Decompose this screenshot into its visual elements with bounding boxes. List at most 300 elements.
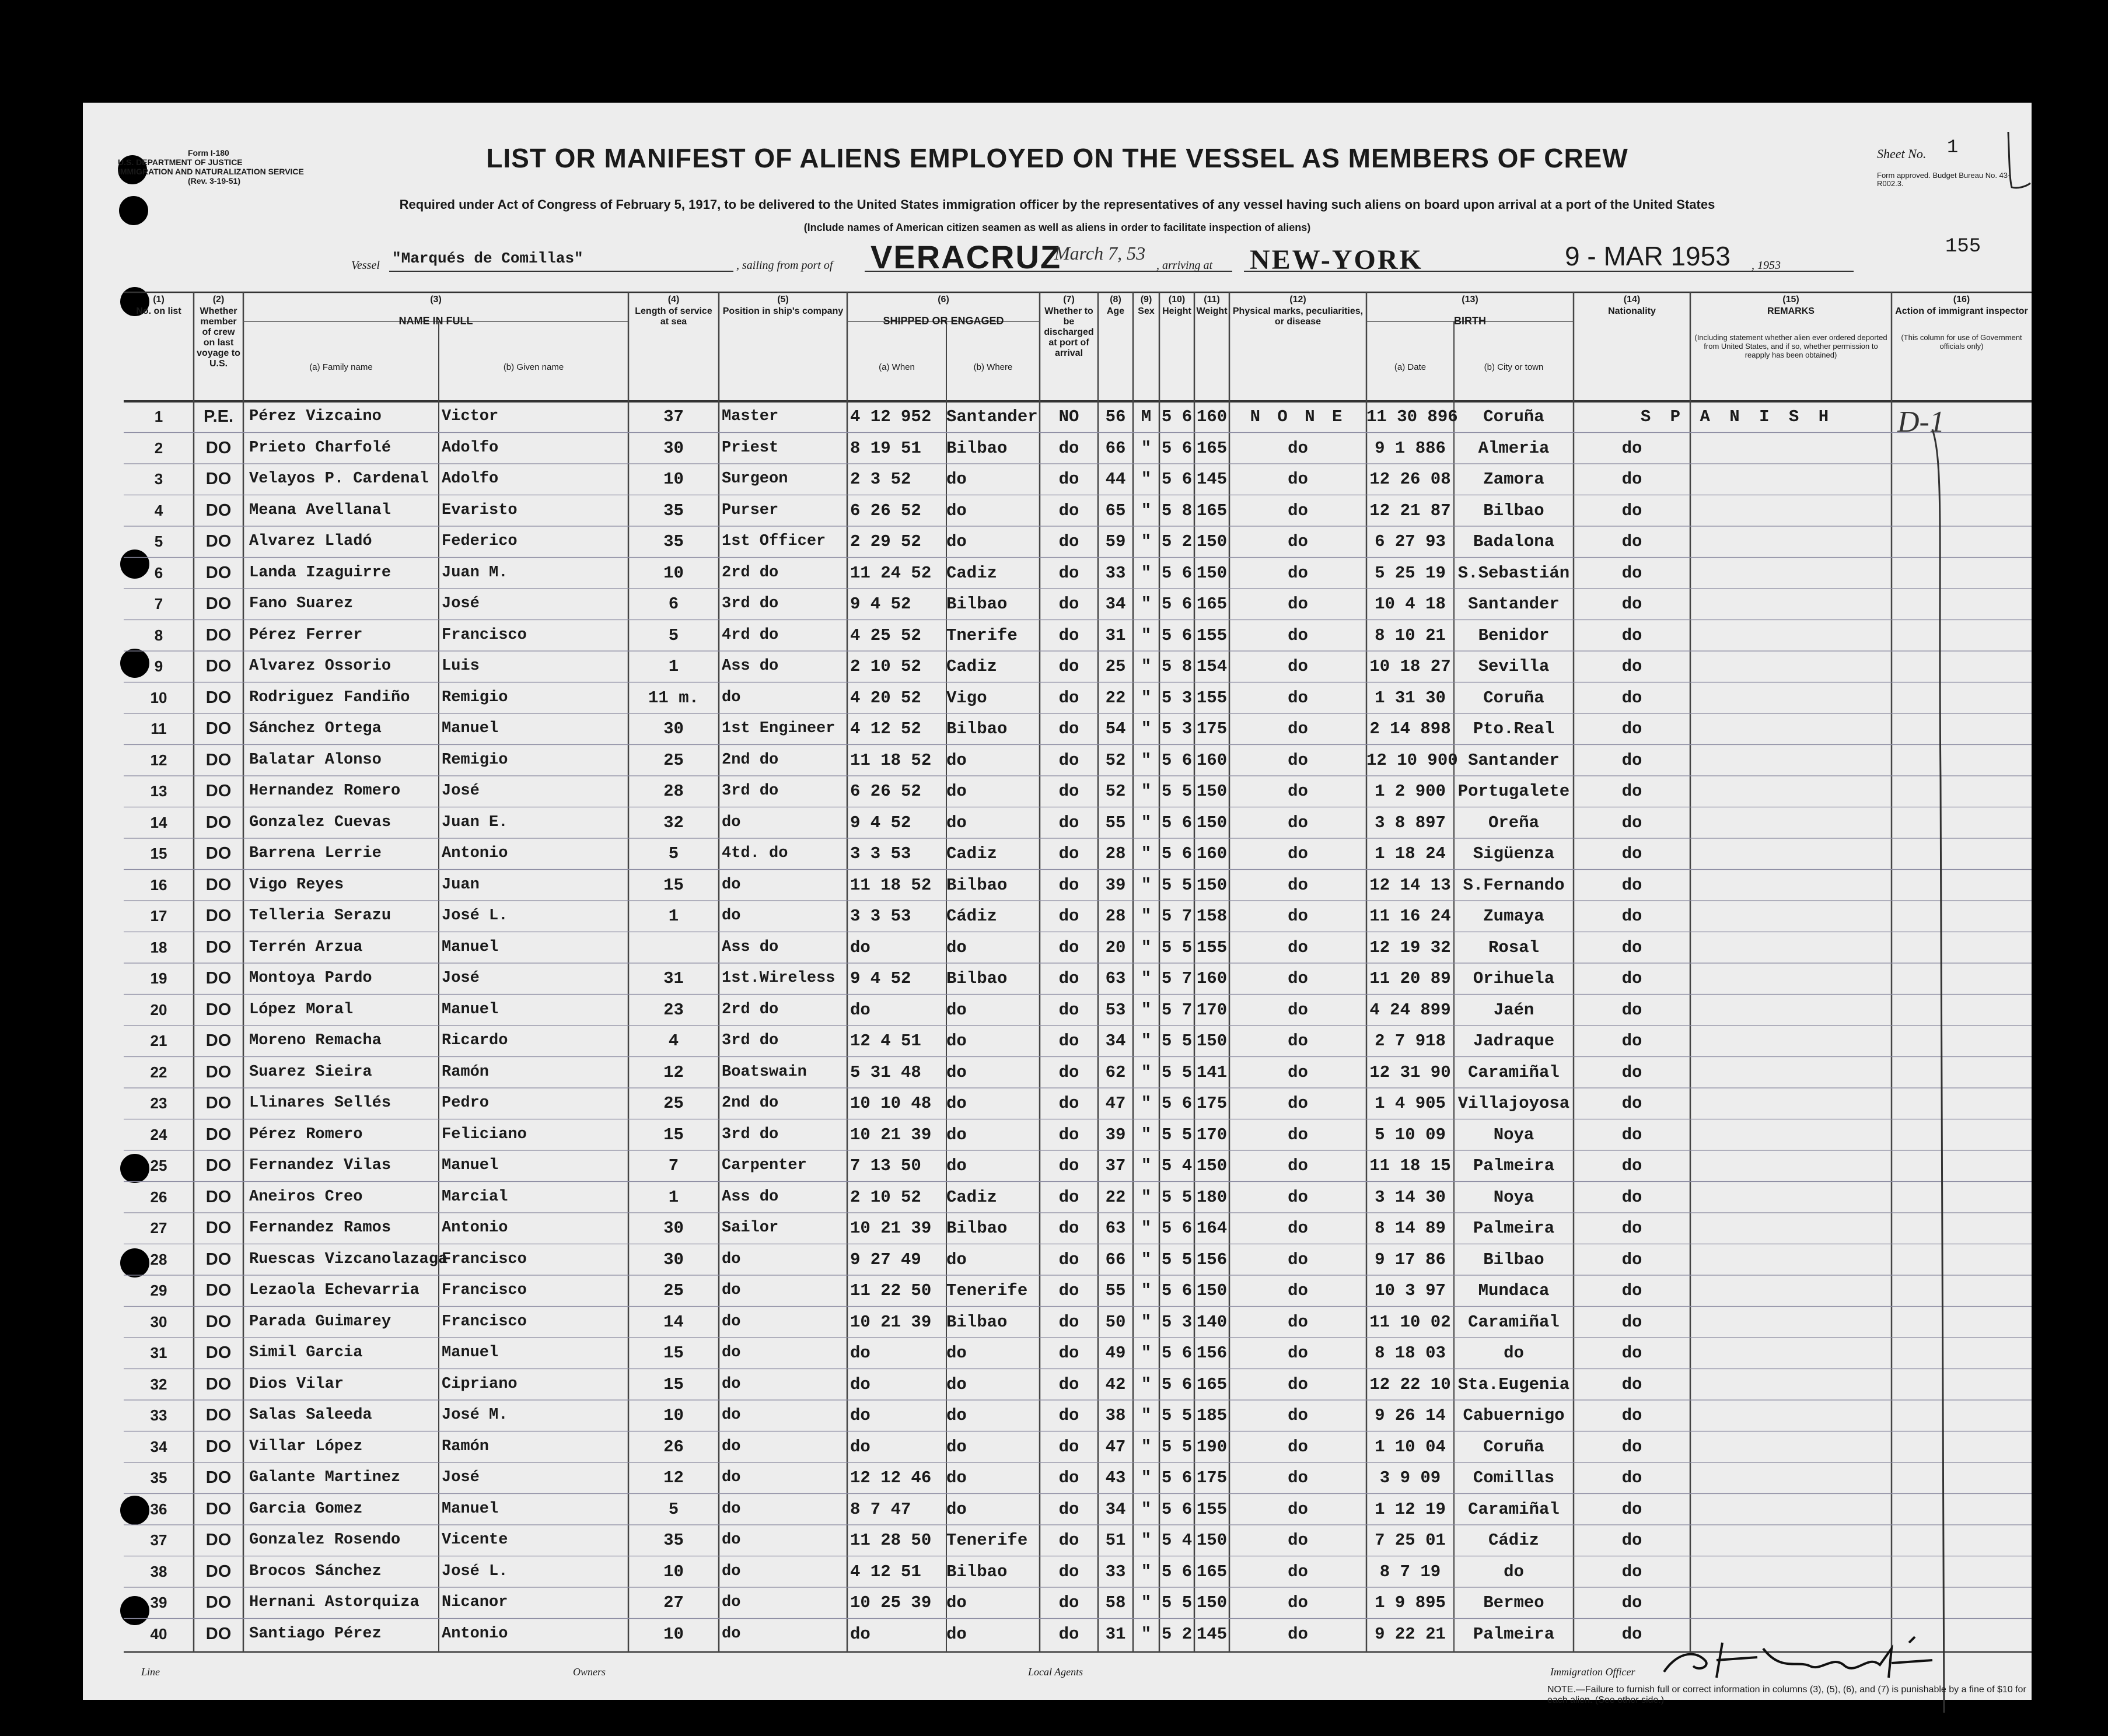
height: 5 3 [1161, 688, 1193, 708]
service-length: 30 [663, 1250, 684, 1269]
position: do [722, 688, 741, 706]
sheet-number: 1 [1947, 136, 1959, 158]
discharged: do [1058, 1406, 1079, 1425]
family-name: Montoya Pardo [249, 970, 372, 987]
age: 39 [1105, 1125, 1126, 1144]
weight: 165 [1196, 594, 1228, 614]
position: do [722, 1344, 741, 1362]
physical-marks: do [1288, 438, 1308, 458]
sex: " [1141, 813, 1152, 832]
height: 5 6 [1161, 1281, 1193, 1300]
table-row [83, 1275, 2032, 1307]
age: 49 [1105, 1343, 1126, 1363]
shipped-where: do [946, 1062, 967, 1082]
nationality: do [1621, 501, 1642, 520]
shipped-when: 11 18 52 [850, 875, 932, 895]
height: 5 7 [1161, 1000, 1193, 1020]
last-voyage: P.E. [203, 407, 234, 426]
physical-marks: do [1288, 1343, 1308, 1363]
nationality: do [1621, 1000, 1642, 1020]
row-number: 21 [150, 1032, 167, 1049]
last-voyage: DO [205, 1219, 232, 1237]
shipped-where: Bilbao [946, 1562, 1008, 1581]
birth-date: 2 14 898 [1369, 719, 1451, 738]
sex: " [1141, 1562, 1152, 1581]
physical-marks: do [1288, 875, 1308, 895]
position: do [722, 1282, 741, 1299]
age: 53 [1105, 1000, 1126, 1020]
position: do [722, 876, 741, 894]
weight: 150 [1196, 813, 1228, 832]
sex: " [1141, 532, 1152, 551]
col-header-num-6: (6) [938, 295, 949, 304]
family-name: Brocos Sánchez [249, 1562, 382, 1580]
birth-place: Rosal [1488, 937, 1539, 957]
given-name: Manuel [442, 938, 499, 956]
table-row [83, 1244, 2032, 1276]
col-header-12: Physical marks, peculiarities, or disease [1232, 306, 1364, 327]
age: 54 [1105, 719, 1126, 738]
inspector-mark: D-1 [1897, 405, 1945, 439]
birth-place: Sigüenza [1473, 844, 1555, 863]
family-name: Pérez Ferrer [249, 626, 363, 644]
row-number: 8 [154, 626, 163, 644]
height: 5 2 [1161, 1624, 1193, 1644]
age: 44 [1105, 470, 1126, 489]
row-number: 38 [150, 1562, 167, 1580]
col-header-note-16: (This column for use of Government officials only) [1901, 333, 2022, 351]
height: 5 2 [1161, 532, 1193, 551]
birth-date: 11 16 24 [1369, 907, 1451, 926]
table-row [83, 620, 2032, 652]
subnote: (Include names of American citizen seamen as well as aliens in order to facilitate inspection of aliens) [803, 222, 1311, 233]
family-name: Sánchez Ortega [249, 720, 382, 737]
family-name: Pérez Vizcaino [249, 408, 382, 425]
age: 34 [1105, 1031, 1126, 1051]
position: do [722, 1375, 741, 1393]
height: 5 5 [1161, 1062, 1193, 1082]
last-voyage: DO [205, 1312, 232, 1331]
weight: 160 [1196, 844, 1228, 863]
shipped-where: do [946, 1593, 967, 1612]
age: 33 [1105, 1562, 1126, 1581]
given-name: Evaristo [442, 501, 518, 519]
weight: 145 [1196, 1624, 1228, 1644]
nationality: do [1621, 1062, 1642, 1082]
height: 5 6 [1161, 407, 1193, 426]
height: 5 6 [1161, 1343, 1193, 1363]
nationality: do [1621, 1281, 1642, 1300]
position: do [722, 1625, 741, 1643]
height: 5 6 [1161, 1219, 1193, 1238]
discharged: do [1058, 625, 1079, 645]
nationality: do [1621, 1219, 1642, 1238]
row-number: 28 [150, 1250, 167, 1268]
shipped-when: do [850, 1624, 871, 1644]
physical-marks: do [1288, 594, 1308, 614]
service-length: 35 [663, 1531, 684, 1550]
nationality: do [1621, 1343, 1642, 1363]
age: 33 [1105, 563, 1126, 583]
physical-marks: do [1288, 501, 1308, 520]
physical-marks: do [1288, 1125, 1308, 1144]
given-name: José L. [442, 1562, 508, 1580]
discharged: do [1058, 1250, 1079, 1269]
age: 47 [1105, 1437, 1126, 1457]
discharged: do [1058, 750, 1079, 770]
service-length: 35 [663, 501, 684, 520]
height: 5 6 [1161, 1562, 1193, 1581]
port-from: VERACRUZ [871, 239, 1062, 275]
col-header-4: Length of service at sea [635, 306, 712, 327]
height: 5 5 [1161, 1250, 1193, 1269]
shipped-when: do [850, 1343, 871, 1363]
weight: 150 [1196, 782, 1228, 801]
shipped-when: 12 12 46 [850, 1468, 932, 1488]
shipped-when: 4 12 952 [850, 407, 932, 426]
row-number: 12 [150, 751, 167, 769]
physical-marks: do [1288, 1437, 1308, 1457]
col-header-num-3: (3) [430, 295, 442, 304]
last-voyage: DO [205, 875, 232, 894]
discharged: do [1058, 470, 1079, 489]
weight: 170 [1196, 1000, 1228, 1020]
shipped-where: Bilbao [946, 594, 1008, 614]
given-name: José M. [442, 1406, 508, 1424]
shipped-where: Bilbao [946, 969, 1008, 988]
col-header-num-2: (2) [212, 295, 225, 304]
weight: 155 [1196, 625, 1228, 645]
row-number: 35 [150, 1469, 167, 1486]
shipped-when: 6 26 52 [850, 501, 921, 520]
last-voyage: DO [205, 1187, 232, 1206]
birth-date: 11 10 02 [1369, 1312, 1451, 1332]
shipped-when: 10 10 48 [850, 1094, 932, 1113]
arrival-date: 9 - MAR 1953 [1565, 241, 1731, 271]
shipped-when: 3 3 53 [850, 907, 911, 926]
shipped-where: Cadiz [946, 657, 998, 676]
table-row [83, 963, 2032, 995]
discharged: do [1058, 1156, 1079, 1175]
table-row [83, 682, 2032, 714]
nationality: do [1621, 969, 1642, 988]
service-length: 15 [663, 1125, 684, 1144]
service-length: 5 [668, 625, 679, 645]
service-length: 37 [663, 407, 684, 426]
family-name: Garcia Gomez [249, 1500, 363, 1518]
physical-marks: do [1288, 470, 1308, 489]
nationality: do [1621, 1031, 1642, 1051]
vessel-name: "Marqués de Comillas" [392, 250, 583, 267]
shipped-where: do [946, 750, 967, 770]
height: 5 8 [1161, 501, 1193, 520]
discharged: do [1058, 1219, 1079, 1238]
age: 50 [1105, 1312, 1126, 1332]
table-row [83, 1057, 2032, 1088]
shipped-when: 12 4 51 [850, 1031, 921, 1051]
discharged: do [1058, 844, 1079, 863]
position: do [722, 1562, 741, 1580]
sex: " [1141, 1156, 1152, 1175]
table-row [83, 1432, 2032, 1463]
col-header-num-10: (10) [1168, 295, 1186, 304]
table-row [83, 1213, 2032, 1244]
nationality: do [1621, 1125, 1642, 1144]
height: 5 6 [1161, 1499, 1193, 1519]
revision: (Rev. 3-19-51) [188, 176, 241, 186]
sheet-label: Sheet No. [1877, 146, 1927, 161]
sailing-label: , sailing from port of [736, 259, 833, 272]
shipped-where: do [946, 1437, 967, 1457]
nationality: do [1621, 844, 1642, 863]
birth-place: Badalona [1473, 532, 1555, 551]
physical-marks: do [1288, 907, 1308, 926]
table-row [83, 745, 2032, 776]
given-name: Cipriano [442, 1375, 518, 1393]
age: 22 [1105, 688, 1126, 708]
sex: " [1141, 750, 1152, 770]
physical-marks: do [1288, 688, 1308, 708]
birth-place: Caramiñal [1468, 1312, 1560, 1332]
last-voyage: DO [205, 844, 232, 863]
last-voyage: DO [205, 1094, 232, 1112]
shipped-where: Tenerife [946, 1281, 1028, 1300]
given-name: Victor [442, 408, 499, 425]
height: 5 6 [1161, 438, 1193, 458]
family-name: Telleria Serazu [249, 907, 391, 925]
last-voyage: DO [205, 1499, 232, 1518]
service-length: 10 [663, 563, 684, 583]
weight: 165 [1196, 438, 1228, 458]
shipped-where: do [946, 1094, 967, 1113]
row-number: 3 [154, 470, 163, 488]
height: 5 5 [1161, 1406, 1193, 1425]
row-number: 29 [150, 1282, 167, 1299]
row-number: 13 [150, 782, 167, 800]
height: 5 5 [1161, 1437, 1193, 1457]
nationality: do [1621, 657, 1642, 676]
physical-marks: do [1288, 1593, 1308, 1612]
discharged: do [1058, 937, 1079, 957]
sex: " [1141, 1281, 1152, 1300]
family-name: Simil Garcia [249, 1344, 363, 1362]
shipped-when: 9 27 49 [850, 1250, 921, 1269]
physical-marks: do [1288, 1374, 1308, 1394]
birth-date: 12 14 13 [1369, 875, 1451, 895]
discharged: NO [1058, 407, 1079, 426]
service: IMMIGRATION AND NATURALIZATION SERVICE [118, 167, 304, 176]
shipped-where: do [946, 470, 967, 489]
birth-date: 9 1 886 [1375, 438, 1446, 458]
nationality: do [1621, 1187, 1642, 1207]
shipped-where: Bilbao [946, 438, 1008, 458]
birth-place: Jaén [1493, 1000, 1534, 1020]
col-header-16: Action of immigrant inspector [1895, 306, 2028, 316]
col-header-7: Whether to be discharged at port of arrival [1044, 306, 1094, 358]
nationality: do [1621, 438, 1642, 458]
last-voyage: DO [205, 750, 232, 769]
birth-date: 12 31 90 [1369, 1062, 1451, 1082]
given-name: Manuel [442, 1500, 499, 1518]
physical-marks: do [1288, 1219, 1308, 1238]
position: 4rd do [722, 626, 779, 644]
family-name: Hernandez Romero [249, 782, 401, 800]
birth-place: S.Fernando [1463, 875, 1565, 895]
approval-note: Form approved. Budget Bureau No. 43-R002.3. [1877, 171, 2011, 188]
height: 5 6 [1161, 625, 1193, 645]
service-length: 6 [668, 594, 679, 614]
birth-date: 8 14 89 [1375, 1219, 1446, 1238]
family-name: Barrena Lerrie [249, 845, 382, 862]
weight: 175 [1196, 1094, 1228, 1113]
physical-marks: do [1288, 532, 1308, 551]
birth-date: 11 30 896 [1366, 407, 1458, 426]
last-voyage: DO [205, 1000, 232, 1019]
physical-marks: do [1288, 1031, 1308, 1051]
service-length: 31 [663, 969, 684, 988]
shipped-where: Vigo [946, 688, 987, 708]
row-number: 9 [154, 657, 163, 675]
shipped-where: do [946, 1343, 967, 1363]
sex: " [1141, 1499, 1152, 1519]
sex: " [1141, 1531, 1152, 1550]
sex: " [1141, 1187, 1152, 1207]
shipped-when: 4 20 52 [850, 688, 921, 708]
row-number: 22 [150, 1063, 167, 1081]
position: Purser [722, 501, 779, 519]
age: 52 [1105, 750, 1126, 770]
birth-place: Pto.Real [1473, 719, 1555, 738]
sex: " [1141, 1593, 1152, 1612]
table-row [83, 1338, 2032, 1369]
service-length: 5 [668, 1499, 679, 1519]
shipped-where: Bilbao [946, 1312, 1008, 1332]
page-title: LIST OR MANIFEST OF ALIENS EMPLOYED ON THE VESSEL AS MEMBERS OF CREW [486, 143, 1628, 173]
birth-date: 9 17 86 [1375, 1250, 1446, 1269]
officer-signature [1658, 1631, 1962, 1684]
height: 5 6 [1161, 1468, 1193, 1488]
sex: " [1141, 1125, 1152, 1144]
shipped-where: do [946, 1406, 967, 1425]
col-header-6b: (b) Where [973, 362, 1013, 372]
last-voyage: DO [205, 470, 232, 488]
height: 5 4 [1161, 1156, 1193, 1175]
agency: U.S. DEPARTMENT OF JUSTICE [118, 158, 243, 167]
col-header-8: Age [1106, 306, 1125, 316]
last-voyage: DO [205, 907, 232, 925]
age: 59 [1105, 532, 1126, 551]
position: Ass do [722, 938, 779, 956]
discharged: do [1058, 688, 1079, 708]
last-voyage: DO [205, 532, 232, 551]
discharged: do [1058, 532, 1079, 551]
officer-label: Immigration Officer [1550, 1666, 1635, 1678]
nationality: do [1621, 750, 1642, 770]
discharged: do [1058, 501, 1079, 520]
height: 5 8 [1161, 657, 1193, 676]
shipped-when: 10 21 39 [850, 1219, 932, 1238]
nationality: do [1621, 907, 1642, 926]
shipped-when: 10 21 39 [850, 1312, 932, 1332]
weight: 150 [1196, 1593, 1228, 1612]
age: 63 [1105, 969, 1126, 988]
weight: 150 [1196, 1156, 1228, 1175]
physical-marks: do [1288, 969, 1308, 988]
nationality: do [1621, 875, 1642, 895]
discharged: do [1058, 1468, 1079, 1488]
age: 34 [1105, 1499, 1126, 1519]
physical-marks: do [1288, 1468, 1308, 1488]
shipped-where: do [946, 1624, 967, 1644]
manifest-sheet [83, 103, 2032, 1705]
last-voyage: DO [205, 1531, 232, 1549]
discharged: do [1058, 1374, 1079, 1394]
table-row [83, 495, 2032, 527]
service-length: 25 [663, 1094, 684, 1113]
given-name: José [442, 1469, 480, 1486]
agents-label: Local Agents [1028, 1666, 1083, 1678]
service-length: 15 [663, 875, 684, 895]
physical-marks: do [1288, 1000, 1308, 1020]
sex: " [1141, 563, 1152, 583]
physical-marks: do [1288, 1281, 1308, 1300]
birth-place: Bilbao [1483, 1250, 1544, 1269]
height: 5 6 [1161, 813, 1193, 832]
service-length: 11 m. [648, 688, 699, 708]
discharged: do [1058, 907, 1079, 926]
col-header-num-4: (4) [667, 295, 680, 304]
col-header-9: Sex [1138, 306, 1155, 316]
birth-date: 5 10 09 [1375, 1125, 1446, 1144]
last-voyage: DO [205, 657, 232, 676]
sex: " [1141, 1312, 1152, 1332]
col-header-note-15: (Including statement whether alien ever ordered deported from United States, and if so, whether permission to reapply has been obtained) [1694, 333, 1887, 359]
position: do [722, 1406, 741, 1424]
birth-place: Palmeira [1473, 1219, 1555, 1238]
position: 2nd do [722, 1094, 779, 1112]
nationality: S P A N I S H [1640, 407, 1834, 426]
physical-marks: do [1288, 782, 1308, 801]
family-name: Suarez Sieira [249, 1063, 372, 1081]
family-name: Pérez Romero [249, 1125, 363, 1143]
footer-note: NOTE.—Failure to furnish full or correct information in columns (3), (5), (6), and (7) is punishable by a fine of $10 for each alien. (See other side.) [1547, 1685, 2026, 1705]
table-row [83, 1525, 2032, 1556]
shipped-where: Tenerife [946, 1531, 1028, 1550]
discharged: do [1058, 875, 1079, 895]
row-number: 7 [154, 595, 163, 612]
last-voyage: DO [205, 1437, 232, 1456]
nationality: do [1621, 937, 1642, 957]
shipped-where: Bilbao [946, 1219, 1008, 1238]
table-row [83, 870, 2032, 901]
sex: " [1141, 1219, 1152, 1238]
weight: 150 [1196, 563, 1228, 583]
family-name: Landa Izaguirre [249, 564, 391, 582]
family-name: Vigo Reyes [249, 876, 344, 894]
age: 62 [1105, 1062, 1126, 1082]
given-name: Antonio [442, 845, 508, 862]
position: 2nd do [722, 751, 779, 769]
given-name: Manuel [442, 1157, 499, 1174]
col-header-num-8: (8) [1110, 295, 1121, 304]
position: do [722, 1312, 741, 1331]
shipped-where: do [946, 1031, 967, 1051]
birth-date: 12 22 10 [1369, 1374, 1451, 1394]
given-name: Francisco [442, 1250, 527, 1268]
shipped-where: Bilbao [946, 875, 1008, 895]
birth-date: 11 20 89 [1369, 969, 1451, 988]
given-name: Pedro [442, 1094, 490, 1112]
